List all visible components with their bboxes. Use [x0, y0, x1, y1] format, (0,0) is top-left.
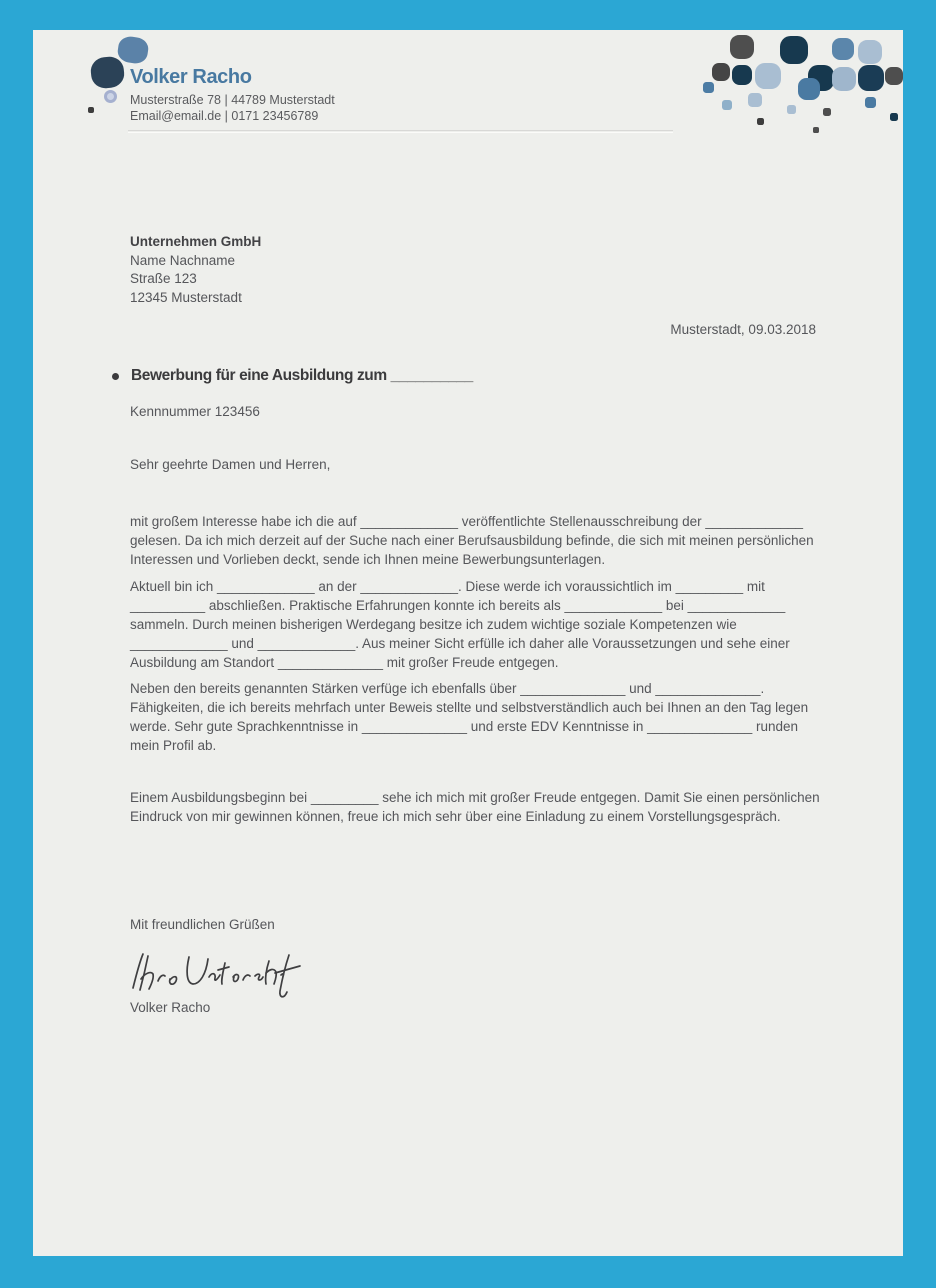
- decoration-square-icon: [865, 97, 876, 108]
- salutation: Sehr geehrte Damen und Herren,: [130, 457, 331, 472]
- corner-decoration: [688, 30, 903, 165]
- decoration-square-icon: [757, 118, 764, 125]
- decoration-square-icon: [703, 82, 714, 93]
- decoration-square-icon: [780, 36, 808, 64]
- recipient-street: Straße 123: [130, 271, 197, 286]
- logo-dot-icon: [88, 107, 94, 113]
- decoration-square-icon: [748, 93, 762, 107]
- decoration-square-icon: [885, 67, 903, 85]
- sender-address-line: Musterstraße 78 | 44789 Musterstadt: [130, 93, 335, 107]
- decoration-square-icon: [755, 63, 781, 89]
- decoration-square-icon: [813, 127, 819, 133]
- sender-contact-line: Email@email.de | 0171 23456789: [130, 109, 319, 123]
- date-line: Musterstadt, 09.03.2018: [670, 322, 816, 337]
- signature-handwriting: [126, 948, 311, 1007]
- decoration-square-icon: [730, 35, 754, 59]
- decoration-square-icon: [858, 65, 884, 91]
- signature-name: Volker Racho: [130, 1000, 211, 1015]
- decoration-square-icon: [858, 40, 882, 64]
- paragraph: Aktuell bin ich _____________ an der _____________. Diese werde ich voraussichtlich im _________ mit __________ abschließen. Praktische Erfahrungen konnte ich bereits als _____________ bei _____________ sammeln. Durch meinen bisherigen Werdegang besitze ich zudem wichtige soziale Kompetenzen wie _____________ und _____________. Aus meiner Sicht erfülle ich daher alle Voraussetzungen und sehe einer Ausbildung am Standort ______________ mit großer Freude entgegen.: [130, 579, 790, 670]
- bullet-icon: [112, 373, 119, 380]
- logo-blob-icon: [116, 35, 149, 65]
- decoration-square-icon: [787, 105, 796, 114]
- header-divider: [128, 130, 673, 133]
- decoration-square-icon: [823, 108, 831, 116]
- recipient-city: 12345 Musterstadt: [130, 289, 242, 305]
- letter-paper: [33, 30, 903, 1256]
- letter-body: [130, 512, 822, 826]
- recipient-company: Unternehmen GmbH: [130, 234, 262, 249]
- decoration-square-icon: [712, 63, 730, 81]
- recipient-contact: Name Nachname: [130, 252, 236, 268]
- paragraph: Einem Ausbildungsbeginn bei _________ sehe ich mich mit großer Freude entgegen. Damit Sie einen persönlichen Eindruck von mir gewinnen können, freue ich mich sehr über eine Einladung zu einem Vorstellungsgespräch.: [130, 790, 820, 824]
- subject-row: [112, 367, 473, 385]
- closing-line: Mit freundlichen Grüßen: [130, 917, 275, 932]
- recipient-block: [130, 233, 261, 307]
- decoration-square-icon: [890, 113, 898, 121]
- decoration-square-icon: [732, 65, 752, 85]
- sender-name: Volker Racho: [130, 66, 252, 88]
- decoration-square-icon: [832, 38, 854, 60]
- logo-blob-icon: [89, 55, 125, 89]
- decoration-square-icon: [832, 67, 856, 91]
- decoration-square-icon: [722, 100, 732, 110]
- paragraph: mit großem Interesse habe ich die auf _____________ veröffentlichte Stellenausschreibung der _____________ gelesen. Da ich mich derzeit auf der Suche nach einer Berufsausbildung befinde, die sich mit meinen persönlichen Interessen und Vorlieben deckt, sende ich Ihnen meine Bewerbungsunterlagen.: [130, 514, 814, 567]
- subject-line: Bewerbung für eine Ausbildung zum __________: [131, 367, 473, 384]
- reference-number: Kennnummer 123456: [130, 404, 260, 419]
- paragraph: Neben den bereits genannten Stärken verfüge ich ebenfalls über ______________ und ______________. Fähigkeiten, die ich bereits mehrfach unter Beweis stellte und selbstverständlich auch bei Ihnen an den Tag legen werde. Sehr gute Sprachkenntnisse in ______________ und erste EDV Kenntnisse in ______________ runden mein Profil ab.: [130, 681, 809, 753]
- decoration-square-icon: [798, 78, 820, 100]
- logo-ring-icon: [104, 90, 117, 103]
